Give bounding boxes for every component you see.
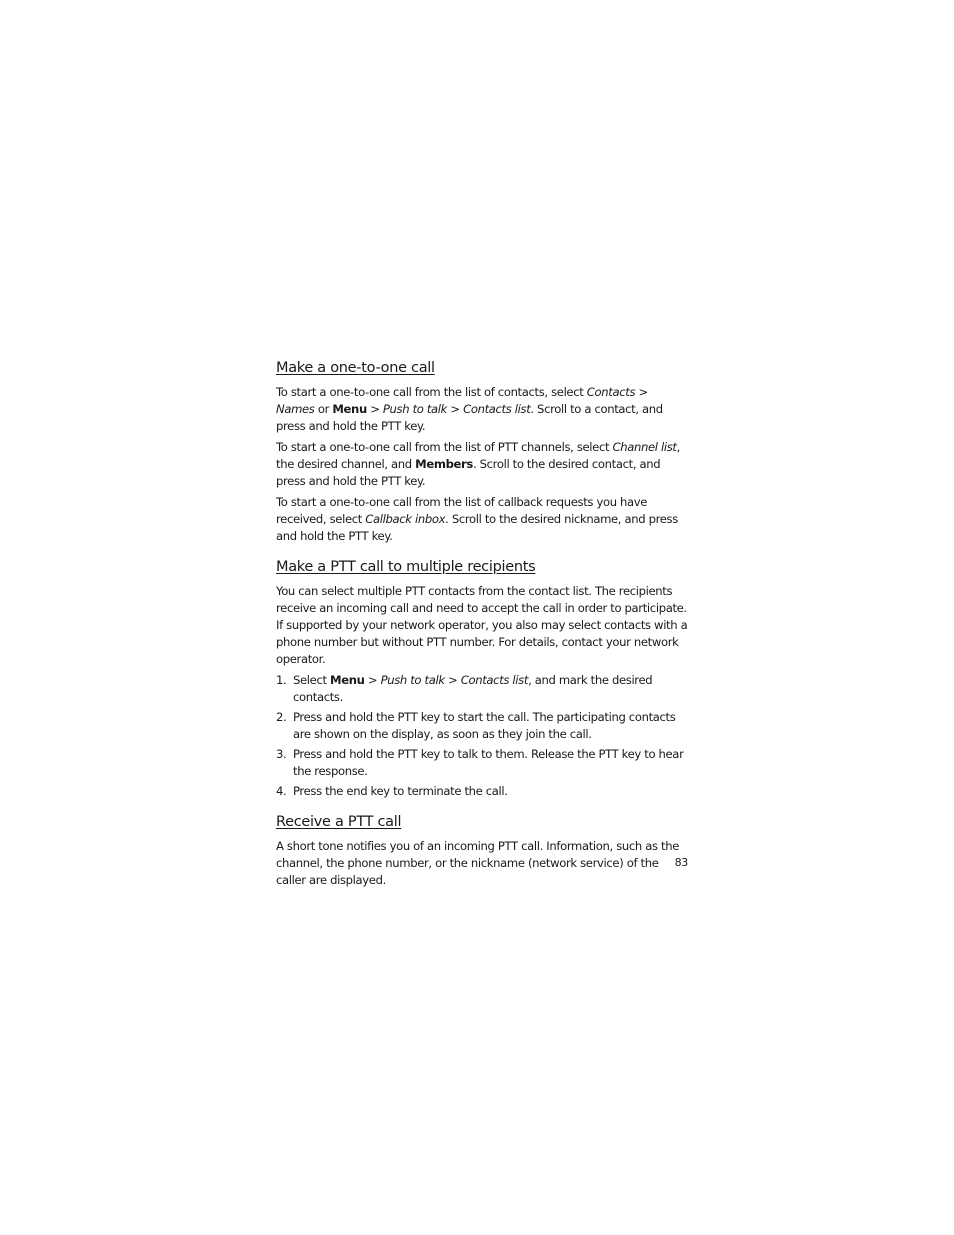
menu-path-push-to-talk: Push to talk [380,673,445,687]
paragraph-contacts: To start a one-to-one call from the list of contacts, select Contacts > Names or Menu > Push to talk > Contacts list. Scroll to a contact, and press and hold the PTT key. [276,385,663,433]
paragraph-channels: To start a one-to-one call from the list of PTT channels, select Channel list, the desired channel, and Members. Scroll to the desired contact, and press and hold the PTT key. [276,440,680,488]
menu-path-contacts: Contacts [586,385,636,399]
step-number: 3. [276,747,287,761]
step-number: 4. [276,784,287,798]
menu-path-contacts-list: Contacts list [463,402,531,416]
section-heading: Make a PTT call to multiple recipients [276,559,536,575]
paragraph-callback: To start a one-to-one call from the list of callback requests you have received, select Callback inbox. Scroll to the desired nickname, and press and hold the PTT key. [276,495,678,543]
step-text: Press and hold the PTT key to start the call. The participating contacts are shown on the display, as soon as they join the call. [293,710,676,741]
menu-path-channel-list: Channel list [612,440,677,454]
menu-path-names: Names [276,402,315,416]
step-text: Press and hold the PTT key to talk to them. Release the PTT key to hear the response. [293,747,684,778]
step-number: 2. [276,710,287,724]
page-number: 83 [674,856,688,869]
list-item [276,709,688,743]
list-item: 1. Select Menu > Push to talk > Contacts list, and mark the desired contacts. [276,673,653,704]
section-multiple-recipients [276,557,688,800]
section-heading: Make a one-to-one call [276,360,435,376]
step-text: Press the end key to terminate the call. [293,784,508,798]
list-item [276,783,688,800]
menu-path-callback-inbox: Callback inbox [365,512,446,526]
menu-path-contacts-list: Contacts list [460,673,529,687]
menu-path-push-to-talk: Push to talk [382,402,448,416]
steps-list [276,672,688,800]
members-key-label: Members [415,457,473,471]
section-receive-call [276,812,688,889]
paragraph-receive: A short tone notifies you of an incoming PTT call. Information, such as the channel, the phone number, or the nickname (network service) of the caller are displayed. [276,839,680,887]
menu-key-label: Menu [332,402,367,416]
paragraph-intro: You can select multiple PTT contacts from the contact list. The recipients receive an incoming call and need to accept the call in order to participate. If supported by your network operator, you also may select contacts with a phone number but without PTT number. For details, contact your network operator. [276,584,688,666]
section-one-to-one-call [276,358,688,545]
step-number: 1. [276,673,287,687]
section-heading: Receive a PTT call [276,814,402,830]
page-content [276,358,688,901]
list-item [276,746,688,780]
menu-key-label: Menu [330,673,365,687]
